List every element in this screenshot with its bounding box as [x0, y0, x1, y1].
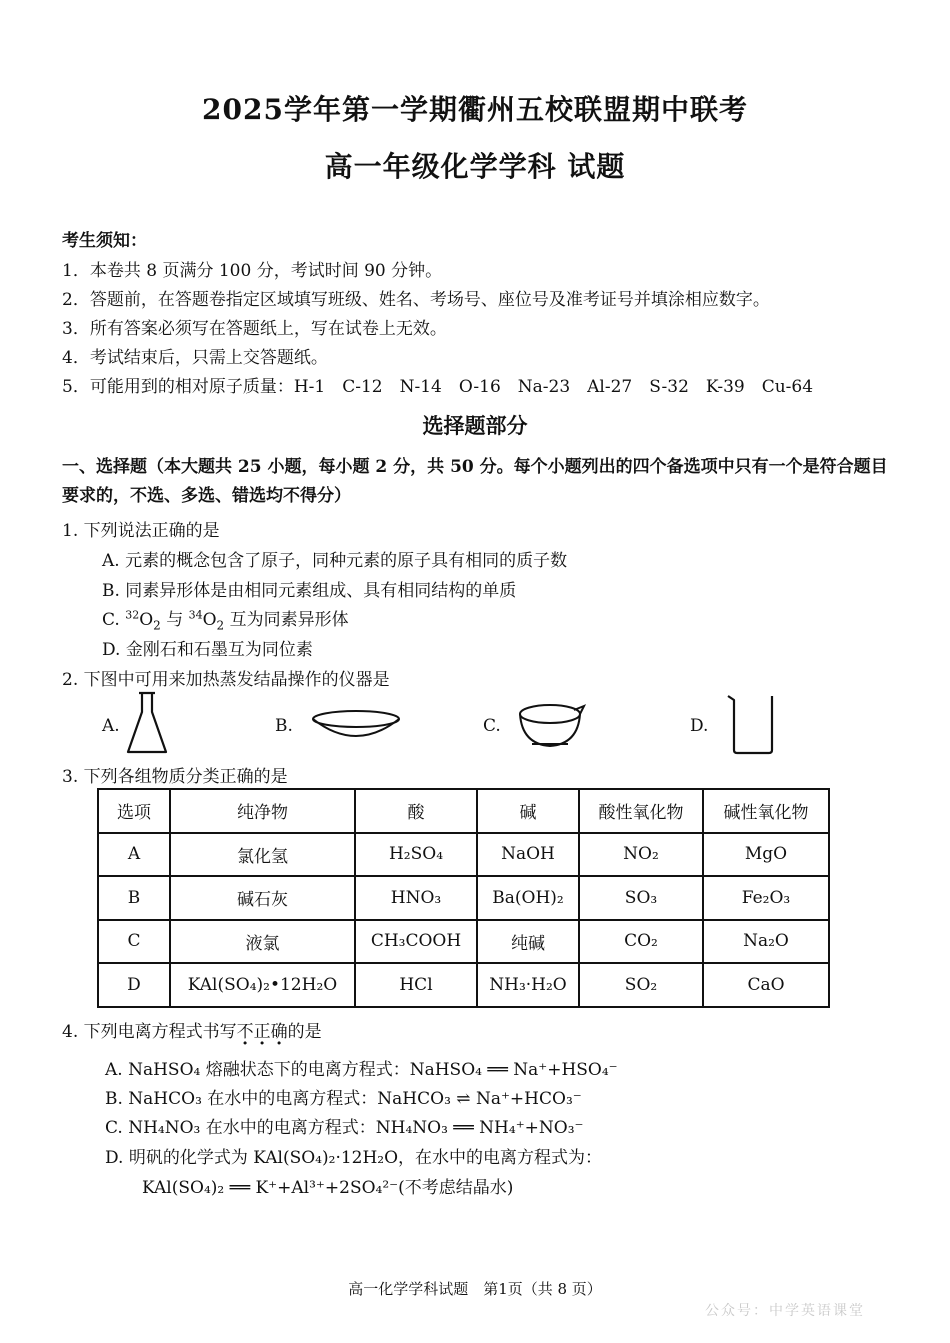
- table-cell: D: [98, 963, 170, 1007]
- q4-option-c: C. NH₄NO₃ 在水中的电离方程式：NH₄NO₃ ══ NH₄⁺+NO₃⁻: [105, 1118, 584, 1138]
- q4-stem-pre: 4. 下列电离方程式书写: [62, 1022, 237, 1042]
- q1-c-mass2: 34: [188, 608, 203, 622]
- notice-heading: 考生须知：: [62, 231, 147, 251]
- table-cell: CH₃COOH: [355, 920, 477, 964]
- classification-table: [97, 788, 830, 1008]
- q2-label-a: A.: [102, 716, 120, 736]
- table-cell: KAl(SO₄)₂•12H₂O: [170, 963, 355, 1007]
- table-row: [98, 920, 829, 964]
- table-cell: Na₂O: [703, 920, 829, 964]
- watermark: 公众号：中学英语课堂: [705, 1303, 865, 1319]
- table-cell: CaO: [703, 963, 829, 1007]
- notice-item: 1．本卷共 8 页满分 100 分，考试时间 90 分钟。: [62, 261, 443, 281]
- q1-option-a: A. 元素的概念包含了原子，同种元素的原子具有相同的质子数: [102, 551, 568, 571]
- q1-c-mass1: 32: [125, 608, 140, 622]
- q1-c-o2: O: [202, 610, 217, 630]
- q1-option-b: B. 同素异形体是由相同元素组成、具有相同结构的单质: [102, 581, 517, 601]
- q4-option-b: B. NaHCO₃ 在水中的电离方程式：NaHCO₃ ⇌ Na⁺+HCO₃⁻: [105, 1089, 582, 1109]
- q1-c-sub1: 2: [153, 618, 161, 633]
- table-cell: HCl: [355, 963, 477, 1007]
- beaker-icon: [724, 690, 780, 756]
- q1-option-d: D. 金刚石和石墨互为同位素: [102, 640, 313, 660]
- q4-option-d: D. 明矾的化学式为 KAl(SO₄)₂·12H₂O，在水中的电离方程式为：: [105, 1148, 603, 1168]
- table-header-row: [98, 789, 829, 833]
- table-cell: A: [98, 833, 170, 877]
- table-cell: 碱石灰: [170, 876, 355, 920]
- table-cell: B: [98, 876, 170, 920]
- watch-glass-icon: [310, 707, 402, 741]
- q4-stem: [62, 1017, 322, 1042]
- q2-stem: 2. 下图中可用来加热蒸发结晶操作的仪器是: [62, 670, 390, 690]
- q1-c-sub2: 2: [216, 618, 225, 633]
- table-cell: 纯碱: [477, 920, 579, 964]
- q4-emphasis-char: 确: [270, 1022, 288, 1042]
- notice-item: 4．考试结束后，只需上交答题纸。: [62, 348, 328, 368]
- notice-item: 3．所有答案必须写在答题纸上，写在试卷上无效。: [62, 319, 447, 339]
- q4-option-d-equation: KAl(SO₄)₂ ══ K⁺+Al³⁺+2SO₄²⁻(不考虑结晶水): [142, 1178, 514, 1198]
- table-cell: MgO: [703, 833, 829, 877]
- table-cell: 液氯: [170, 920, 355, 964]
- table-cell: C: [98, 920, 170, 964]
- table-header-cell: 选项: [98, 789, 170, 833]
- q1-c-prefix: C.: [102, 610, 126, 630]
- table-cell: 氯化氢: [170, 833, 355, 877]
- conical-flask-icon: [124, 690, 170, 756]
- notice-item: 2．答题前，在答题卷指定区域填写班级、姓名、考场号、座位号及准考证号并填涂相应数字。: [62, 290, 770, 310]
- table-cell: CO₂: [579, 920, 703, 964]
- q2-label-c: C.: [483, 716, 501, 736]
- page-footer: 高一化学学科试题 第1页（共 8 页）: [348, 1280, 602, 1298]
- table-row: [98, 963, 829, 1007]
- q1-c-mid: 与: [160, 610, 189, 630]
- section-instructions: 一、选择题（本大题共 25 小题，每小题 2 分，共 50 分。每个小题列出的四个备选项中只有一个是符合题目要求的，不选、多选、错选均不得分）: [62, 457, 888, 506]
- q2-label-d: D.: [690, 716, 709, 736]
- table-cell: Fe₂O₃: [703, 876, 829, 920]
- table-cell: SO₂: [579, 963, 703, 1007]
- table-cell: HNO₃: [355, 876, 477, 920]
- table-header-cell: 碱: [477, 789, 579, 833]
- q4-option-a: A. NaHSO₄ 熔融状态下的电离方程式：NaHSO₄ ══ Na⁺+HSO₄⁻: [105, 1060, 618, 1080]
- q1-c-end: 互为同素异形体: [224, 610, 349, 630]
- table-header-cell: 纯净物: [170, 789, 355, 833]
- table-header-cell: 酸: [355, 789, 477, 833]
- q4-stem-post: 的是: [287, 1022, 322, 1042]
- q2-label-b: B.: [275, 716, 293, 736]
- q4-emphasis-char: 不: [236, 1022, 254, 1042]
- table-cell: H₂SO₄: [355, 833, 477, 877]
- evaporating-dish-icon: [516, 700, 588, 750]
- q1-c-o1: O: [139, 610, 154, 630]
- table-header-cell: 酸性氧化物: [579, 789, 703, 833]
- table-row: [98, 833, 829, 877]
- notice-item: 5．可能用到的相对原子质量：H-1 C-12 N-14 O-16 Na-23 Al-27 S-32 K-39 Cu-64: [62, 377, 814, 397]
- q1-stem: 1. 下列说法正确的是: [62, 521, 220, 541]
- table-cell: NH₃·H₂O: [477, 963, 579, 1007]
- table-cell: SO₃: [579, 876, 703, 920]
- exam-title: 2025学年第一学期衢州五校联盟期中联考: [202, 93, 748, 126]
- q1-option-c: [102, 605, 349, 632]
- table-row: [98, 876, 829, 920]
- table-cell: Ba(OH)₂: [477, 876, 579, 920]
- table-header-cell: 碱性氧化物: [703, 789, 829, 833]
- section-title: 选择题部分: [422, 413, 528, 438]
- q3-stem: 3. 下列各组物质分类正确的是: [62, 767, 288, 787]
- exam-subtitle: 高一年级化学学科 试题: [324, 150, 626, 183]
- q4-emphasis-char: 正: [253, 1022, 271, 1042]
- table-cell: NaOH: [477, 833, 579, 877]
- table-cell: NO₂: [579, 833, 703, 877]
